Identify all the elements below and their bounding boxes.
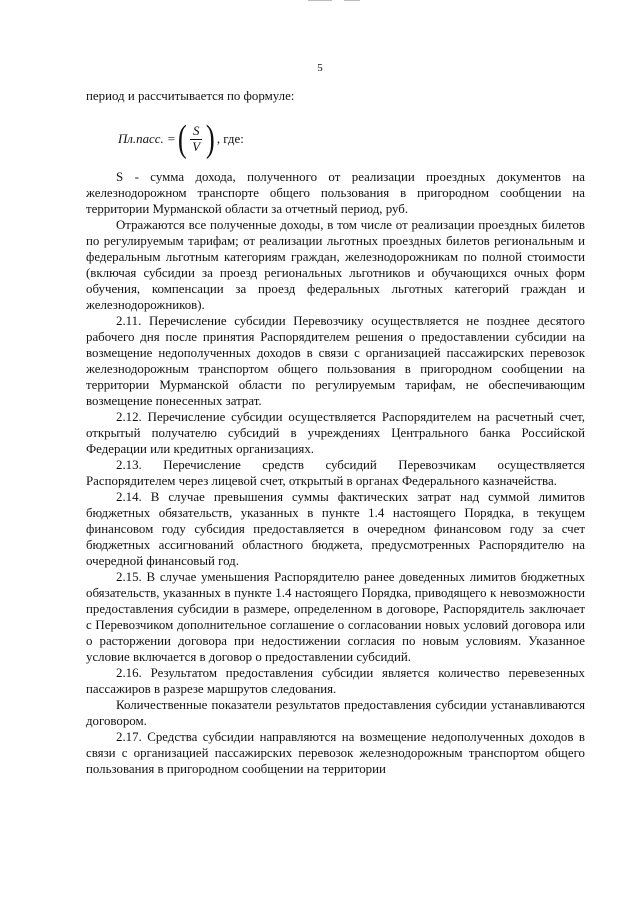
paragraph-2-17: 2.17. Средства субсидии направляются на возмещение недополученных доходов в связи с организацией пассажирских перевозок железнодорожным транспортом общего пользования в пригородном сообщении на территории	[86, 730, 585, 776]
paragraph-income-note: Отражаются все полученные доходы, в том числе от реализации проездных билетов по регулируемым тарифам; от реализации льготных проездных билетов региональным и федеральным льготным категориям граждан, железнодорожникам по полной стоимости (включая субсидии за проезд региональных льготников и обучающихся очных форм обучения, компенсации за проезд федеральных льготных категорий граждан и железнодорожников).	[86, 218, 585, 312]
formula-lhs: Пл.пасс. =	[118, 131, 176, 146]
paragraph-2-12: 2.12. Перечисление субсидии осуществляется Распорядителем на расчетный счет, открытый получателю субсидий в учреждениях Центрального банка Российской Федерации или кредитных организациях.	[86, 410, 585, 456]
formula-suffix: , где:	[216, 131, 244, 146]
paragraph-2-15: 2.15. В случае уменьшения Распорядителю ранее доведенных лимитов бюджетных обязательств, указанных в пункте 1.4 настоящего Порядка, приводящего к невозможности предоставления субсидии в размере, определенном в договоре, Распорядитель заключает с Перевозчиком дополнительное соглашение о согласовании новых условий договора или о расторжении договора при недостижении согласия по новым условиям. Указанное условие включается в договор о предоставлении субсидий.	[86, 570, 585, 664]
document-body	[86, 88, 585, 777]
page-number: 5	[317, 62, 323, 74]
paragraph-2-14: 2.14. В случае превышения суммы фактических затрат над суммой лимитов бюджетных обязательств, указанных в пункте 1.4 настоящего Порядка, в текущем финансовом году субсидия предоставляется в очередном финансовом году за счет бюджетных ассигнований областного бюджета, предусмотренных Распорядителю на очередной финансовый год.	[86, 490, 585, 568]
formula-fraction	[189, 124, 203, 155]
formula-open-paren: (	[177, 118, 187, 160]
paragraph-2-11: 2.11. Перечисление субсидии Перевозчику осуществляется не позднее десятого рабочего дня после принятия Распорядителем решения о предоставлении субсидии на возмещение недополученных доходов в связи с организацией пассажирских перевозок железнодорожным транспортом общего пользования в пригородном сообщении на территории Мурманской области по регулируемым тарифам, не обеспечивающим возмещение понесенных затрат.	[86, 314, 585, 408]
formula-denominator: V	[192, 139, 201, 154]
intro-line: период и рассчитывается по формуле:	[86, 89, 295, 103]
formula	[118, 119, 585, 159]
formula-numerator: S	[190, 124, 202, 140]
paragraph-2-13: 2.13. Перечисление средств субсидий Перевозчикам осуществляется Распорядителем через лицевой счет, открытый в органах Федерального казначейства.	[86, 458, 585, 488]
formula-close-paren: )	[206, 118, 215, 160]
paragraph-indicators: Количественные показатели результатов предоставления субсидии устанавливаются договором.	[86, 698, 585, 728]
paragraph-2-16: 2.16. Результатом предоставления субсидии является количество перевезенных пассажиров в разрезе маршрутов следования.	[86, 666, 585, 696]
paragraph-definition-s: S - сумма дохода, полученного от реализации проездных документов на железнодорожном транспорте общего пользования в пригородном сообщении на территории Мурманской области за отчетный период, руб.	[86, 170, 585, 216]
